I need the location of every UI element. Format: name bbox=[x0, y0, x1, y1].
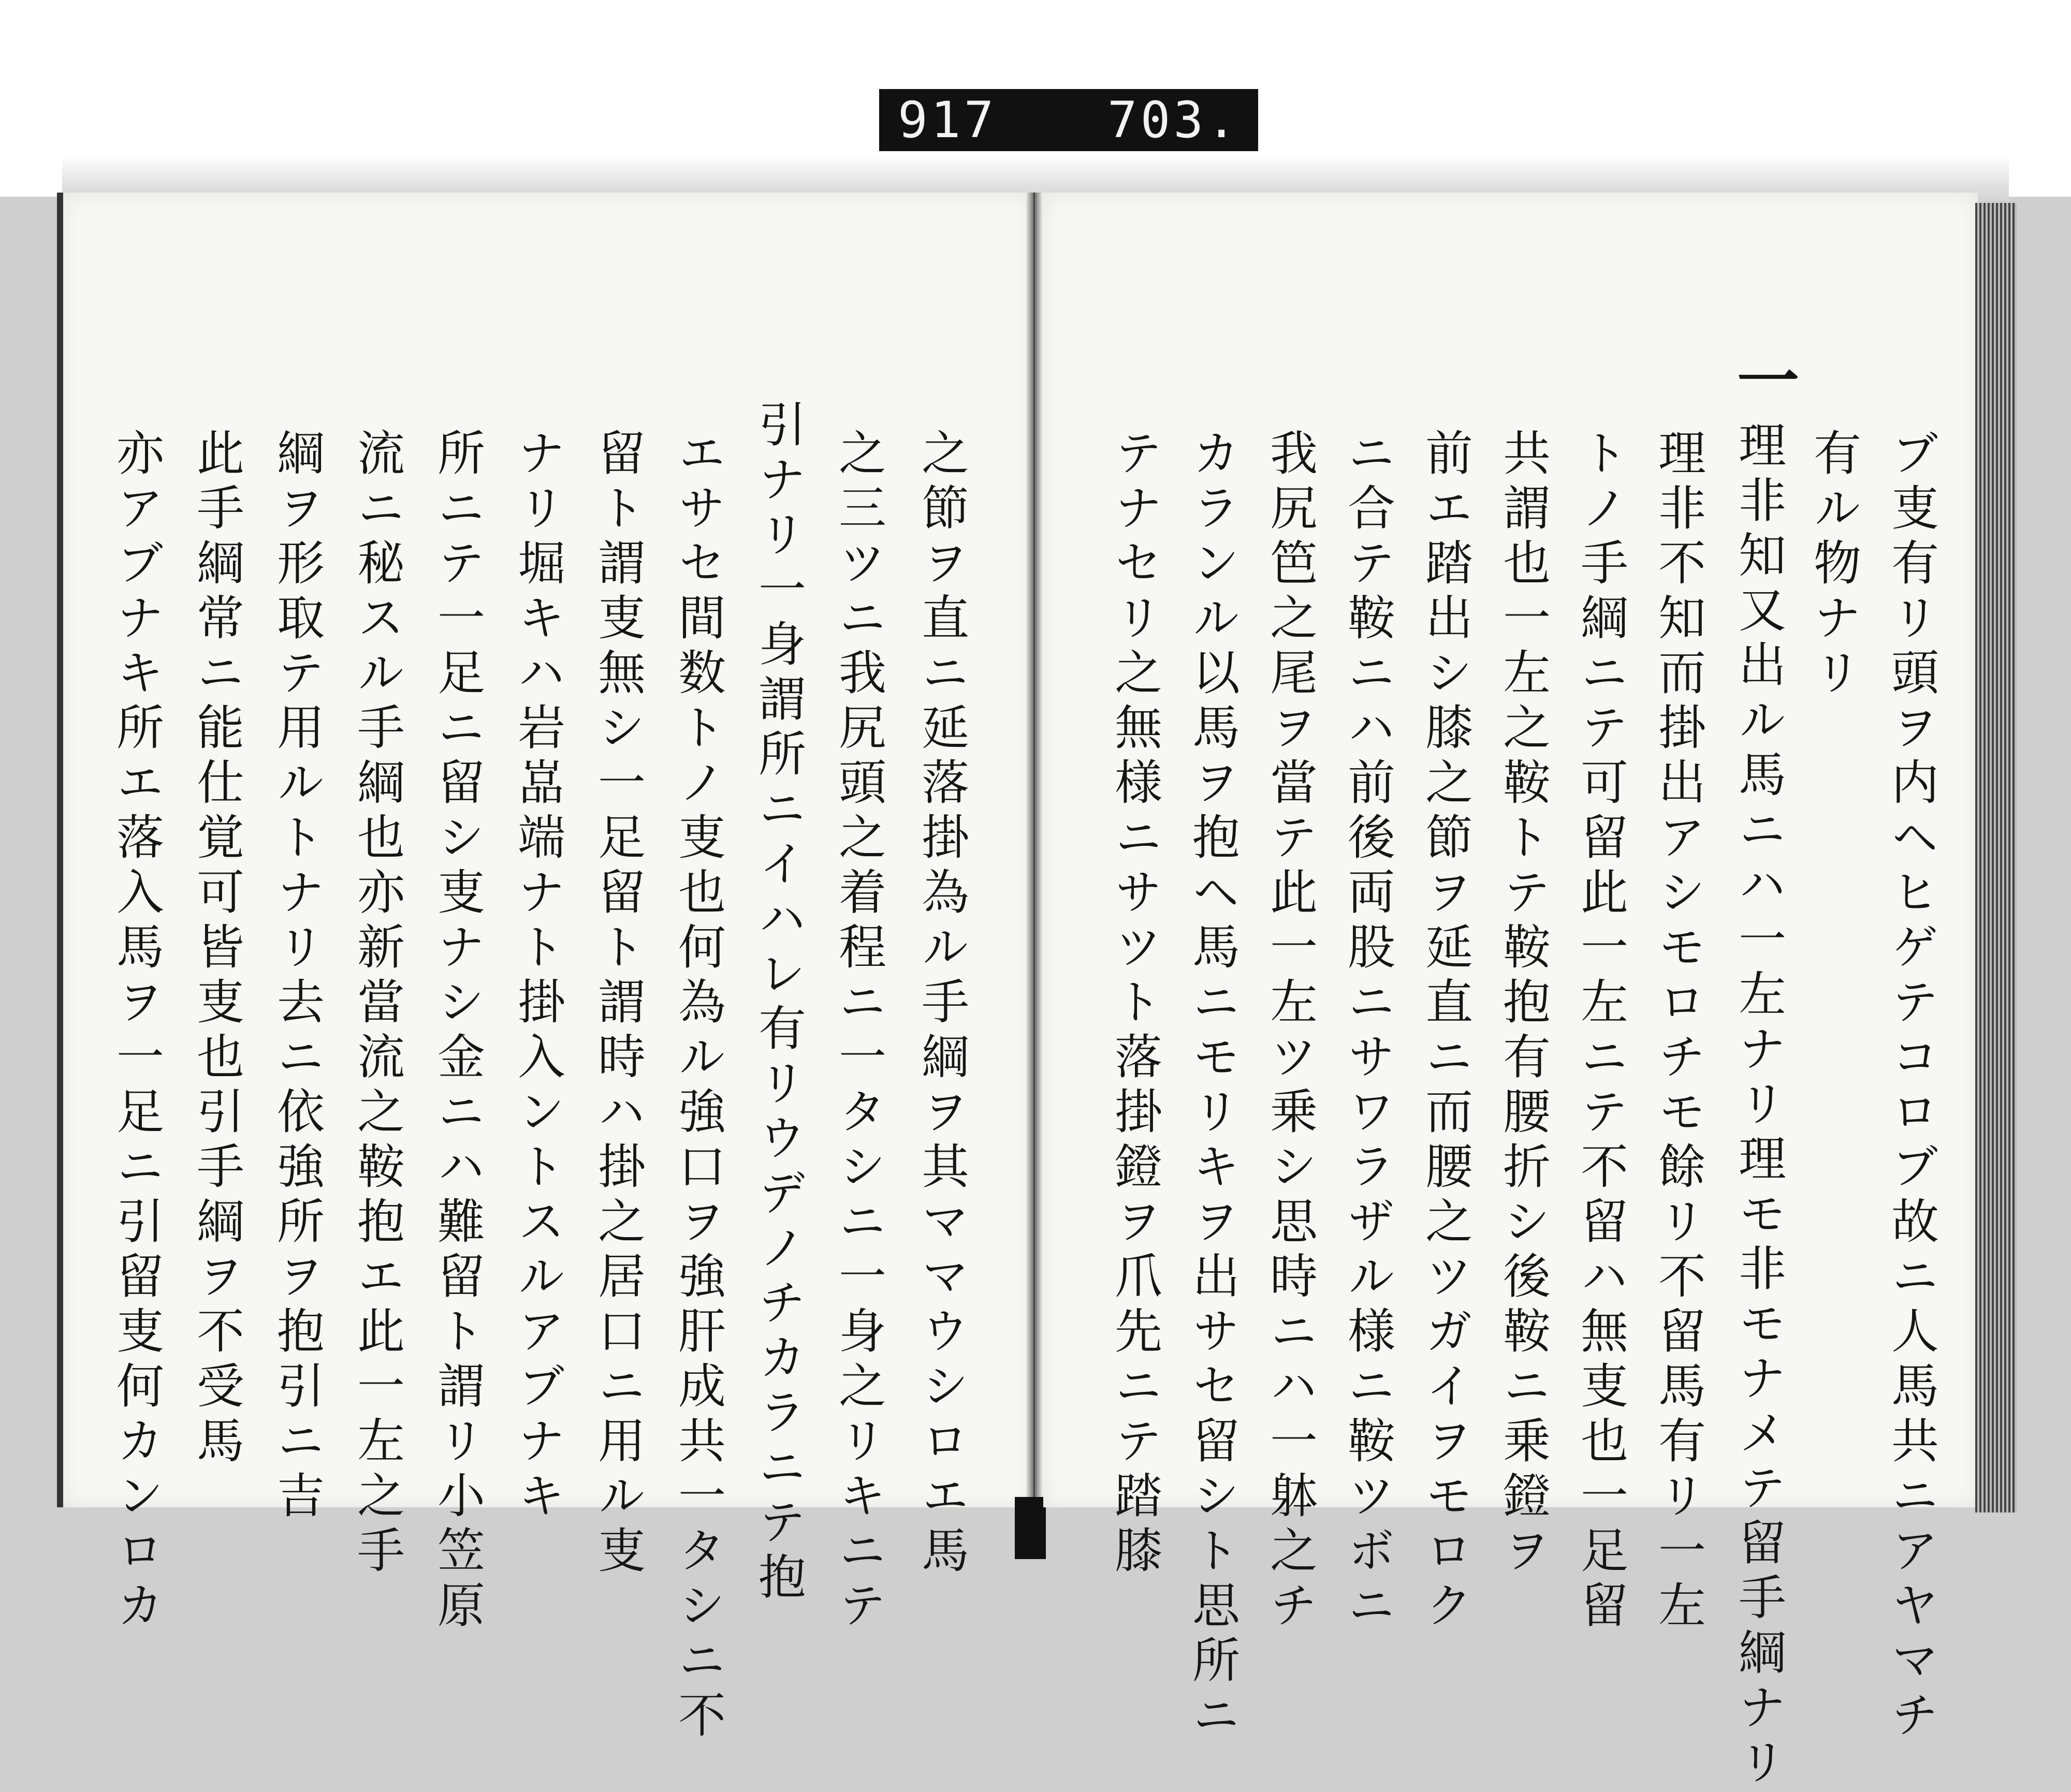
left-page-column-7: 所ニテ一足ニ留シ叓ナシ金ニハ難留ト謂リ小笠原 bbox=[430, 428, 485, 1635]
left-page-text bbox=[63, 193, 1031, 1745]
left-page-column-2: 之三ツニ我尻頭之着程ニ一タシニ一身之リキニテ bbox=[831, 428, 886, 1635]
left-page-column-8: 流ニ秘スル手綱也亦新當流之鞍抱エ此一左之手 bbox=[349, 428, 405, 1580]
left-page-column-3: 引ナリ一身謂所ニイハレ有リウデノチカラニテ抱 bbox=[751, 400, 806, 1607]
page-stack-edge bbox=[1975, 203, 2017, 1512]
right-page-column-3: 理非知又出ル馬ニハ一左ナリ理モ非モナメテ留手綱ナリ bbox=[1731, 420, 1786, 1792]
gutter-tab bbox=[1015, 1497, 1046, 1559]
right-page bbox=[1043, 193, 1978, 1792]
right-page-column-9: 我尻笆之尾ヲ當テ此一左ツ乗シ思時ニハ一躰之チ bbox=[1262, 428, 1318, 1635]
left-page-column-6: ナリ堀キハ岩嵓端ナト掛入ントスルアブナキ bbox=[510, 428, 565, 1525]
right-page-column-5: トノ手綱ニテ可留此一左ニテ不留ハ無叓也一足留 bbox=[1573, 428, 1628, 1635]
right-page-column-4: 理非不知而掛出アシモロチモ餘リ不留馬有リ一左 bbox=[1651, 428, 1706, 1635]
left-page-column-5: 留ト謂叓無シ一足留ト謂時ハ掛之居口ニ用ル叓 bbox=[590, 428, 646, 1580]
right-page-column-8: ニ合テ鞍ニハ前後両股ニサワラザル様ニ鞍ツボニ bbox=[1340, 428, 1395, 1635]
left-page-column-10: 此手綱常ニ能仕覚可皆叓也引手綱ヲ不受馬 bbox=[189, 428, 244, 1471]
left-page-column-9: 綱ヲ形取テ用ルトナリ去ニ依強所ヲ抱引ニ吉 bbox=[269, 428, 325, 1525]
left-page-column-4: エサセ間数トノ叓也何為ル強口ヲ強肝成共一タシニ不 bbox=[670, 428, 726, 1745]
right-page-column-7: 前エ踏出シ膝之節ヲ延直ニ而腰之ツガイヲモロク bbox=[1418, 428, 1473, 1635]
left-page-column-1: 之節ヲ直ニ延落掛為ル手綱ヲ其ママウシロエ馬 bbox=[914, 428, 969, 1580]
right-page-column-1: ブ叓有リ頭ヲ内ヘヒゲテコロブ故ニ人馬共ニアヤマチ bbox=[1884, 428, 1939, 1745]
left-page bbox=[57, 193, 1031, 1745]
catalog-number-right: 703. bbox=[1107, 91, 1239, 149]
right-page-column-6: 共謂也一左之鞍トテ鞍抱有腰折シ後鞍ニ乗鐙ヲ bbox=[1495, 428, 1551, 1580]
catalog-number-left: 917 bbox=[898, 91, 997, 149]
left-page-column-11: 亦アブナキ所エ落入馬ヲ一足ニ引留叓何カンロカ bbox=[109, 428, 164, 1635]
right-page-column-2: 有ル物ナリ bbox=[1806, 428, 1861, 702]
open-book bbox=[57, 193, 2024, 1792]
right-page-item-marker: 一 bbox=[1727, 348, 1800, 417]
right-page-text bbox=[1043, 193, 1978, 1792]
book-gutter bbox=[1025, 193, 1043, 1507]
right-page-column-10: カランル以馬ヲ抱ヘ馬ニモリキヲ出サセ留シト思所ニ bbox=[1185, 428, 1240, 1745]
right-page-column-11: テナセリ之無様ニサツト落掛鐙ヲ爪先ニテ踏膝 bbox=[1107, 428, 1162, 1580]
catalog-number-label bbox=[879, 89, 1258, 151]
